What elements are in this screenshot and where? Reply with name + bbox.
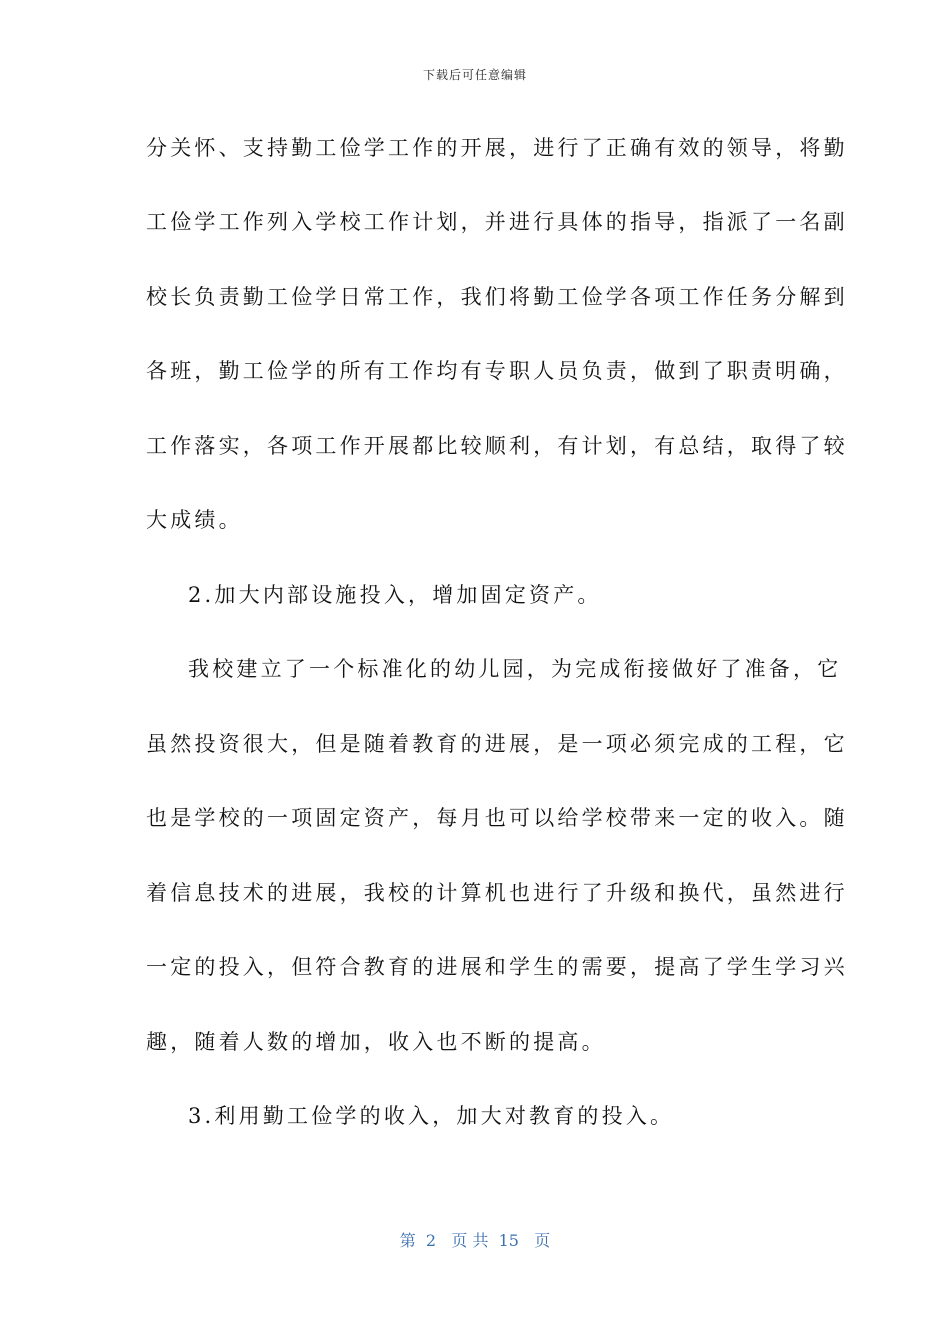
body-line: 大成绩。 (146, 508, 243, 532)
page-header: 下载后可任意编辑 (422, 68, 527, 82)
body-line: 分关怀、支持勤工俭学工作的开展，进行了正确有效的领导，将勤 (146, 136, 848, 160)
body-line: 也是学校的一项固定资产，每月也可以给学校带来一定的收入。随 (146, 806, 848, 830)
body-line: 虽然投资很大，但是随着教育的进展，是一项必须完成的工程，它 (146, 732, 848, 756)
body-line: 着信息技术的进展，我校的计算机也进行了升级和换代，虽然进行 (146, 881, 848, 905)
body-line: 各班，勤工俭学的所有工作均有专职人员负责，做到了职责明确， (146, 359, 848, 383)
body-line: 工俭学工作列入学校工作计划，并进行具体的指导，指派了一名副 (146, 210, 848, 234)
body-line: 工作落实，各项工作开展都比较顺利，有计划，有总结，取得了较 (146, 434, 848, 458)
body-line: 校长负责勤工俭学日常工作，我们将勤工俭学各项工作任务分解到 (146, 285, 848, 309)
section-heading: 2.加大内部设施投入，增加固定资产。 (188, 583, 602, 607)
section-heading: 3.利用勤工俭学的收入，加大对教育的投入。 (188, 1104, 675, 1128)
body-line: 趣，随着人数的增加，收入也不断的提高。 (146, 1030, 606, 1054)
page-number-footer: 第 2 页 共 15 页 (399, 1231, 551, 1250)
body-line: 我校建立了一个标准化的幼儿园，为完成衔接做好了准备，它 (188, 657, 842, 681)
body-line: 一定的投入，但符合教育的进展和学生的需要，提高了学生学习兴 (146, 955, 848, 979)
